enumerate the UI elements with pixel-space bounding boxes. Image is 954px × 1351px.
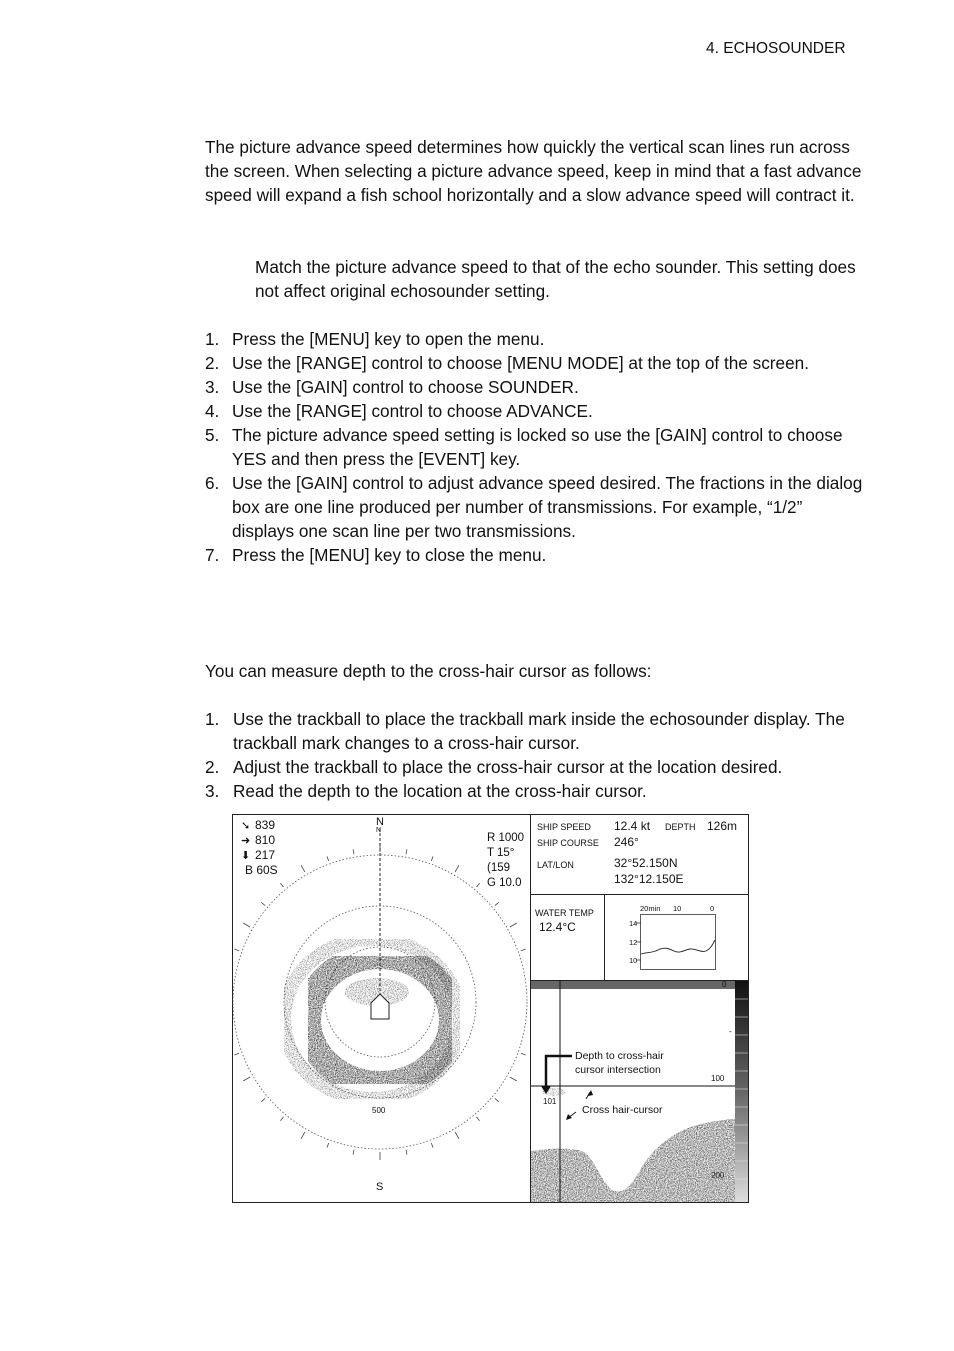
callout-cursor-text: Cross hair-cursor bbox=[582, 1104, 663, 1116]
echosounder-panel bbox=[531, 980, 749, 1203]
step-text: Use the [RANGE] control to choose [MENU MODE] at the top of the screen. bbox=[232, 353, 809, 373]
water-temp-value: 12.4°C bbox=[539, 920, 576, 934]
temp-graph-frame bbox=[641, 915, 716, 970]
graph-temp-10: 10 bbox=[629, 956, 638, 965]
info-panel bbox=[530, 815, 749, 981]
list-item bbox=[205, 375, 865, 399]
step-text: Read the depth to the location at the cross-hair cursor. bbox=[233, 781, 647, 801]
step-number: 5. bbox=[205, 425, 220, 445]
cursor-depth-readout: 101 bbox=[543, 1097, 557, 1106]
ship-speed-value: 12.4 kt bbox=[614, 819, 651, 833]
step-text: The picture advance speed setting is locked so use the [GAIN] control to choose YES and then press the [EVENT] key. bbox=[232, 425, 843, 469]
step-number: 7. bbox=[205, 545, 220, 565]
step-number: 1. bbox=[205, 709, 220, 729]
callout-depth-text-1: Depth to cross-hair bbox=[575, 1050, 664, 1062]
range-ring-label: 500 bbox=[372, 1106, 386, 1115]
step-number: 1. bbox=[205, 329, 220, 349]
step-number: 3. bbox=[205, 377, 220, 397]
step-text: Press the [MENU] key to open the menu. bbox=[232, 329, 545, 349]
ship-course-label: SHIP COURSE bbox=[537, 838, 599, 848]
sonar-echosounder-figure bbox=[232, 814, 749, 1203]
graph-temp-12: 12 bbox=[629, 938, 638, 947]
step-text: Press the [MENU] key to close the menu. bbox=[232, 545, 547, 565]
latlon-label: LAT/LON bbox=[537, 860, 574, 870]
depth-scale-0: 0 bbox=[722, 980, 727, 989]
step-number: 3. bbox=[205, 781, 220, 801]
list-item bbox=[205, 543, 865, 567]
list-item bbox=[205, 779, 865, 803]
list-item bbox=[205, 755, 865, 779]
step-text: Use the [GAIN] control to adjust advance speed desired. The fractions in the dialog box are one line produced per number of transmissions. For example, “1/2” displays one scan line per two transmissions. bbox=[232, 473, 863, 541]
step-text: Use the trackball to place the trackball mark inside the echosounder display. The trackball mark changes to a cross-hair cursor. bbox=[233, 709, 845, 753]
readout-1: 839 bbox=[255, 818, 276, 832]
ship-course-value: 246° bbox=[614, 835, 639, 849]
south-label: S bbox=[376, 1181, 384, 1193]
arrow-right-icon: ➜ bbox=[241, 835, 251, 847]
north-small-label: N bbox=[376, 827, 382, 834]
step-text: Use the [GAIN] control to choose SOUNDER. bbox=[232, 377, 579, 397]
depth-value: 126m bbox=[707, 819, 738, 833]
intro-paragraph: The picture advance speed determines how quickly the vertical scan lines run across the screen. When selecting a picture advance speed, keep in mind that a fast advance speed will expand a fish school horizontally and a slow advance speed will contract it. bbox=[205, 137, 862, 205]
step-number: 6. bbox=[205, 473, 220, 493]
readout-3: 217 bbox=[255, 848, 276, 862]
list-item bbox=[205, 471, 865, 543]
list-item bbox=[205, 399, 865, 423]
bearing-readout: B 60S bbox=[245, 863, 278, 877]
step-text: Adjust the trackball to place the cross-hair cursor at the location desired. bbox=[233, 757, 783, 777]
depth-label: DEPTH bbox=[665, 822, 696, 832]
arrow-down-right-icon: ➘ bbox=[241, 820, 251, 832]
step-number: 4. bbox=[205, 401, 220, 421]
graph-time-10: 10 bbox=[673, 904, 682, 913]
arrow-down-icon: ⬇ bbox=[241, 850, 251, 862]
step-text: Use the [RANGE] control to choose ADVANCE. bbox=[232, 401, 593, 421]
color-scale-bar bbox=[735, 981, 748, 1202]
sonar-panel bbox=[233, 815, 531, 1203]
note-paragraph: Match the picture advance speed to that of the echo sounder. This setting does not affect original echosounder setting. bbox=[255, 257, 856, 301]
list-item bbox=[205, 707, 865, 755]
ship-speed-label: SHIP SPEED bbox=[537, 822, 591, 832]
zero-line bbox=[531, 981, 735, 989]
water-temp-label: WATER TEMP bbox=[535, 908, 594, 918]
longitude-value: 132°12.150E bbox=[614, 872, 684, 886]
depth-scale-100: 100 bbox=[711, 1074, 725, 1083]
graph-temp-14: 14 bbox=[629, 919, 638, 928]
north-label: N bbox=[376, 816, 384, 828]
list-item bbox=[205, 351, 865, 375]
step-number: 2. bbox=[205, 757, 220, 777]
tilt-sub-readout: (159 bbox=[487, 862, 511, 874]
readout-2: 810 bbox=[255, 833, 276, 847]
graph-time-20min: 20min bbox=[640, 904, 661, 913]
advance-steps-list bbox=[205, 327, 865, 567]
tilt-readout: T 15° bbox=[487, 847, 515, 859]
svg-text:-: - bbox=[729, 1027, 732, 1036]
section-header: 4. ECHOSOUNDER bbox=[706, 40, 846, 57]
gain-readout: G 10.0 bbox=[487, 877, 522, 889]
callout-depth-text-2: cursor intersection bbox=[575, 1064, 661, 1076]
depth-steps-list bbox=[205, 707, 865, 803]
list-item bbox=[205, 327, 865, 351]
graph-time-0: 0 bbox=[710, 904, 715, 913]
list-item bbox=[205, 423, 865, 471]
latitude-value: 32°52.150N bbox=[614, 856, 678, 870]
range-readout: R 1000 bbox=[487, 832, 525, 844]
depth-intro-paragraph: You can measure depth to the cross-hair cursor as follows: bbox=[205, 661, 652, 681]
step-number: 2. bbox=[205, 353, 220, 373]
